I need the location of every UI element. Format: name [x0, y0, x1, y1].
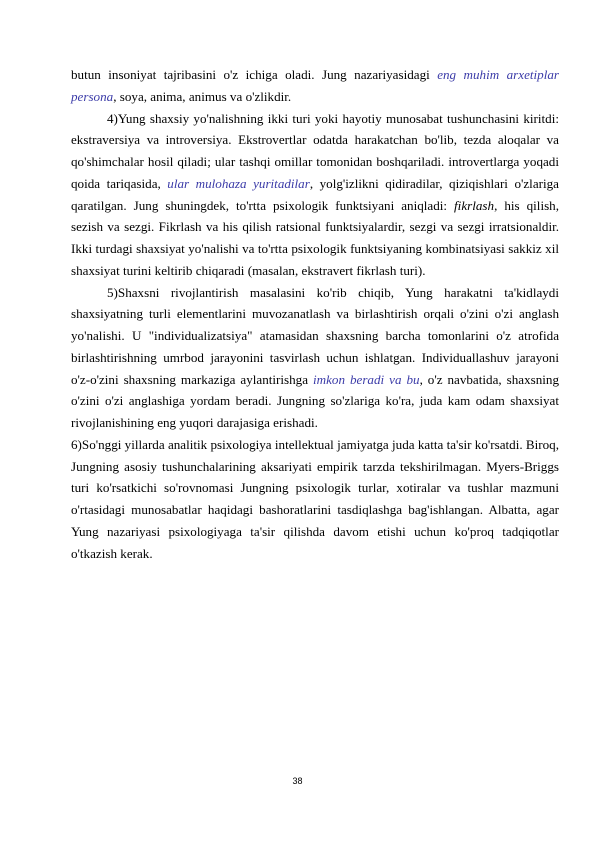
paragraph-3-text-b: , o'z navbatida, shaxsning o'zini o'zi anglashiga yordam beradi. Jungning so'zlariga ko'ra, juda kam odam shaxsiyat rivojlanishining eng yuqori darajasiga erishadi. — [71, 371, 559, 430]
emphasis-ular-mulohaza: ular mulohaza yuritadilar — [167, 175, 310, 191]
paragraph-3 — [71, 282, 559, 434]
emphasis-fikrlash: fikrlash — [454, 197, 495, 213]
paragraph-2-text-c: , his qilish, sezish va sezgi. Fikrlash va his qilish ratsional funktsiyalardir, sezgi va sezgi irratsionaldir. Ikki turdagi shaxsiyat yo'nalishi va to'rtta psixologik funktsiyaning kombinatsiyasi sakkiz xil shaxsiyat turini keltirib chiqaradi (masalan, ekstravert fikrlash turi). — [71, 197, 559, 278]
paragraph-1-text-b: , soya, anima, animus va o'zlikdir. — [113, 88, 292, 104]
paragraph-4-text-a: 6)So'nggi yillarda analitik psixologiya intellektual jamiyatga juda katta ta'sir ko'rsatdi. Biroq, Jungning asosiy tushunchalarining aksariyati empirik tarzda tekshirilmagan. Myers-Briggs turi ko'rsatkichi so'rovnomasi Jungning psixologik turlar, xotiralar va tushlar mazmuni o'rtasidagi munosabatlar haqidagi bashoratlarini tasdiqlashga bag'ishlangan. Albatta, agar Yung nazariyasi psixologiyaga ta'sir qilishda davom etishi uchun ko'proq tadqiqotlar o'tkazish kerak. — [71, 436, 559, 561]
paragraph-1 — [71, 64, 559, 108]
paragraph-4 — [71, 434, 559, 565]
emphasis-eng-muhim-arxetiplar: eng muhim arxetiplar persona — [71, 67, 559, 104]
paragraph-2 — [71, 108, 559, 282]
emphasis-imkon-beradi: imkon beradi va bu — [313, 371, 420, 387]
paragraph-1-text-a: butun insoniyat tajribasini o'z ichiga oladi. Jung nazariyasidagi — [71, 67, 438, 82]
page-number: 38 — [292, 776, 303, 786]
paragraph-3-text-a: 5)Shaxsni rivojlantirish masalasini ko'rib chiqib, Yung harakatni ta'kidlaydi shaxsiyatning turli elementlarini muvozanatlash va birlashtirish orqali o'zini o'zi anglash yo'nalishi. U "individualizatsiya" atamasidan shaxsning barcha tomonlarini o'z atrofida birlashtirishning umrbod jarayonini tasvirlash uchun ishlatgan. Individuallashuv jarayoni o'z-o'zini shaxsning markaziga aylantirishga — [71, 284, 559, 387]
paragraph-2-text-b: , yolg'izlikni qidiradilar, qiziqishlari o'zlariga qaratilgan. Jung shuningdek, to'rtta psixologik funktsiyani aniqladi: — [71, 175, 559, 213]
page-body — [71, 64, 559, 564]
paragraph-2-text-a: 4)Yung shaxsiy yo'nalishning ikki turi yoki hayotiy munosabat tushunchasini kiritdi: ekstraversiya va introversiya. Ekstrovertlar odatda harakatchan bo'lib, tezda aloqalar va qo'shimchalar hosil qiladi; ular tashqi omillar tomonidan boshqariladi. introvertlarga yoqadi qoida tariqasida, — [71, 110, 559, 191]
